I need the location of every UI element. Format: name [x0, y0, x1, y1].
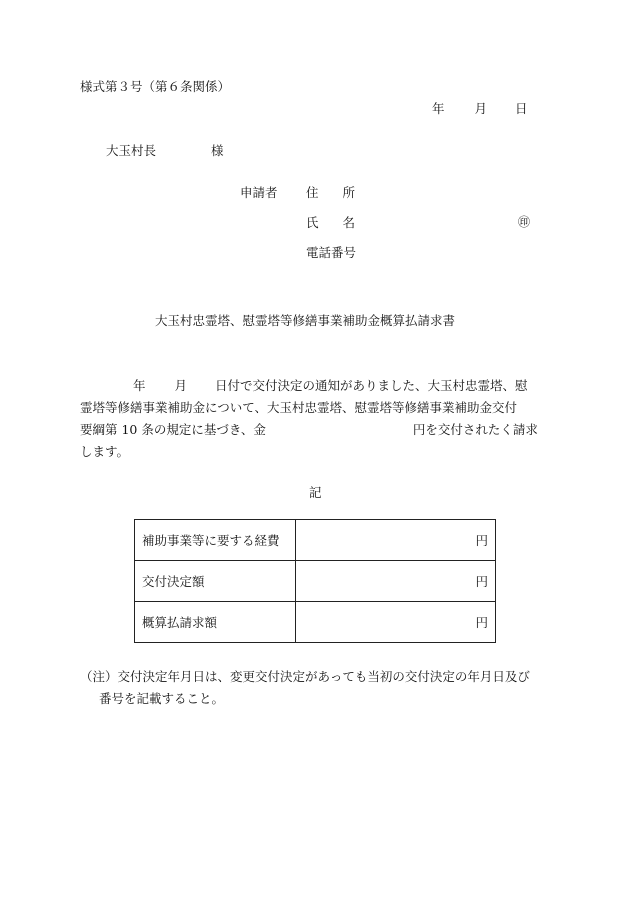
body-line-3: 要綱第 10 条の規定に基づき、金 円を交付されたく請求	[80, 422, 538, 437]
ki-heading: 記	[309, 485, 322, 500]
date-line	[432, 103, 528, 116]
note-line-2: 番号を記載すること。	[99, 691, 225, 706]
date-year: 年	[432, 101, 445, 116]
table-row	[135, 561, 496, 602]
row-label: 交付決定額	[135, 561, 296, 602]
addressee	[106, 145, 224, 158]
amount-field[interactable]: 円	[296, 520, 496, 561]
addressee-honorific: 様	[211, 143, 224, 158]
addressee-name: 大玉村長	[106, 143, 157, 158]
form-number: 様式第３号（第６条関係）	[80, 79, 231, 94]
row-label: 補助事業等に要する経費	[135, 520, 296, 561]
seal-mark: ㊞	[518, 215, 531, 229]
request-body	[80, 375, 555, 463]
applicant-label: 申請者	[240, 185, 278, 200]
table-row	[135, 520, 496, 561]
table-row	[135, 602, 496, 643]
address-label: 住 所	[306, 185, 356, 200]
date-month: 月	[474, 101, 488, 116]
amount-field[interactable]: 円	[296, 602, 496, 643]
amount-field[interactable]: 円	[296, 561, 496, 602]
body-line-2: 霊塔等修繕事業補助金について、大玉村忠霊塔、慰霊塔等修繕事業補助金交付	[80, 400, 518, 415]
name-label: 氏 名	[306, 215, 356, 230]
row-label: 概算払請求額	[135, 602, 296, 643]
note-line-1: （注）交付決定年月日は、変更交付決定があっても当初の交付決定の年月日及び	[80, 669, 530, 684]
footnote	[80, 666, 530, 710]
document-title: 大玉村忠霊塔、慰霊塔等修繕事業補助金概算払請求書	[155, 313, 456, 328]
amount-table	[134, 519, 496, 643]
body-line-4: します。	[80, 444, 130, 459]
phone-label: 電話番号	[306, 245, 357, 260]
body-line-1: 年 月 日付で交付決定の通知がありました、大玉村忠霊塔、慰	[133, 378, 528, 393]
date-day: 日	[515, 101, 528, 116]
